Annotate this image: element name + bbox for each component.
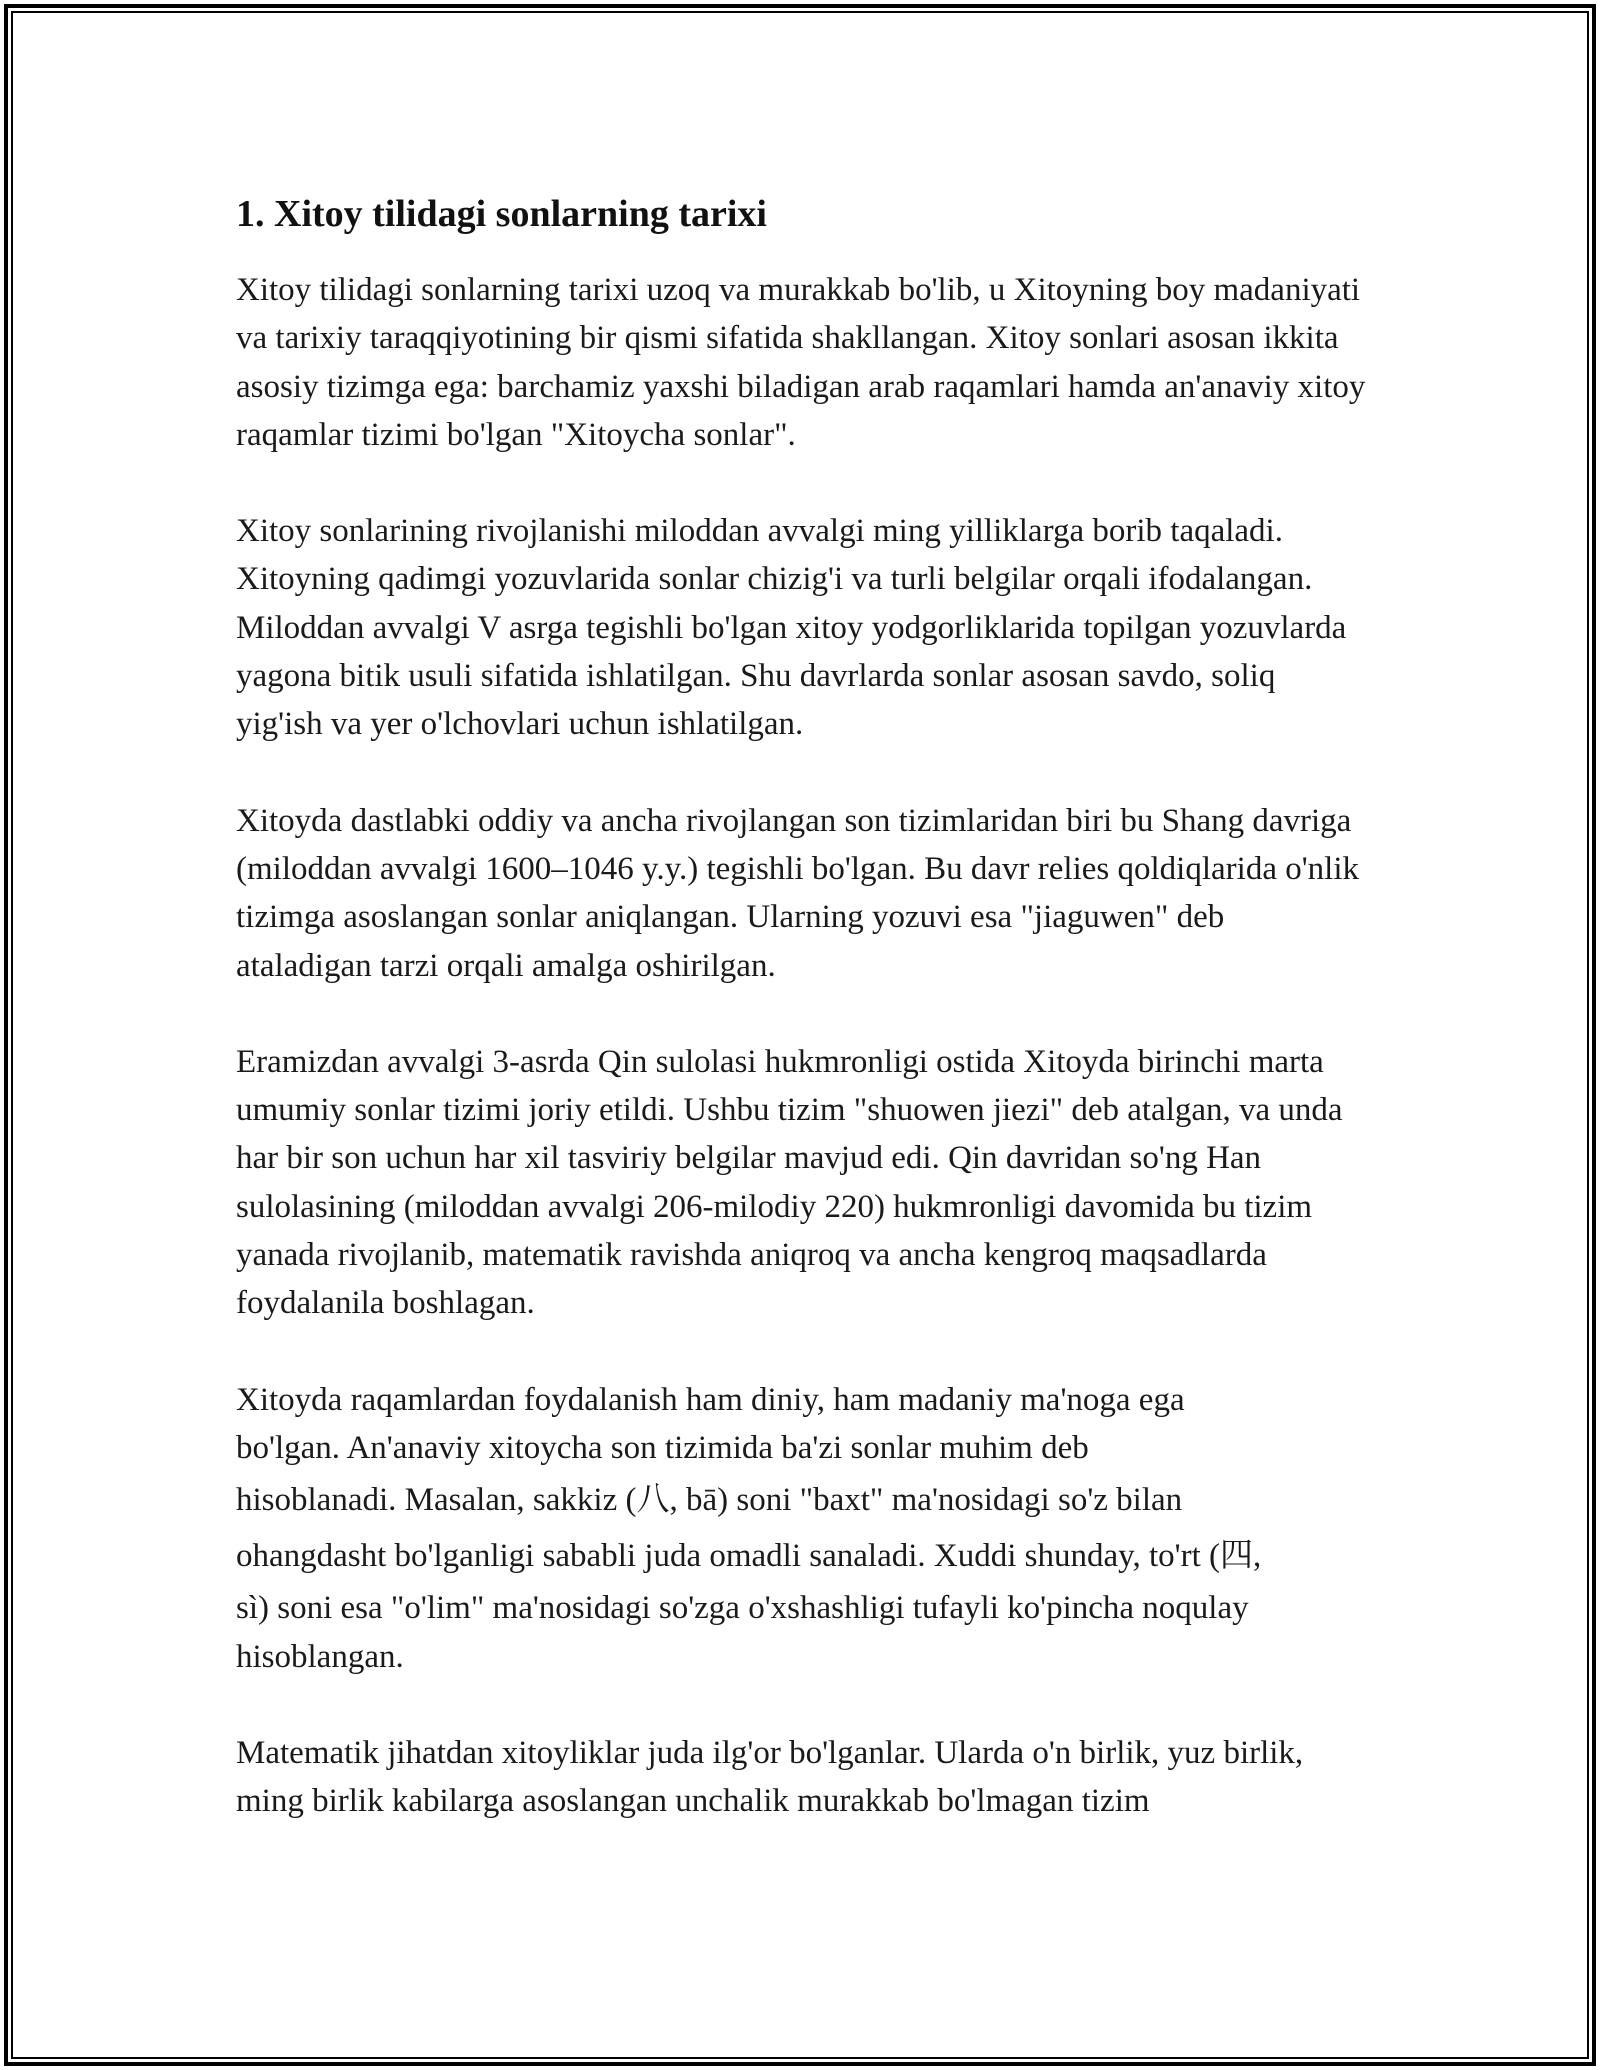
paragraph-3: Xitoyda dastlabki oddiy va ancha rivojlangan son tizimlaridan biri bu Shang davriga (miloddan avvalgi 1600–1046 y.y.) tegishli bo'lgan. Bu davr relies qoldiqlarida o'nlik tizimga asoslangan sonlar aniqlangan. Ularning yozuvi esa "jiaguwen" deb ataladigan tarzi orqali amalga oshirilgan. bbox=[236, 802, 1359, 984]
paragraph-4: Eramizdan avvalgi 3-asrda Qin sulolasi hukmronligi ostida Xitoyda birinchi marta umumiy sonlar tizimi joriy etildi. Ushbu tizim "shuowen jiezi" deb atalgan, va unda har bir son uchun har xil tasviriy belgilar mavjud edi. Qin davridan so'ng Han sulolasining (miloddan avvalgi 206-milodiy 220) hukmronligi davomida bu tizim yanada rivojlanib, matematik ravishda aniqroq va ancha kengroq maqsadlarda foydalanila boshlagan. bbox=[236, 1043, 1343, 1322]
document-body bbox=[236, 186, 1366, 1825]
paragraph-6: Matematik jihatdan xitoyliklar juda ilg'or bo'lganlar. Ularda o'n birlik, yuz birlik, ming birlik kabilarga asoslangan unchalik murakkab bo'lmagan tizim bbox=[236, 1734, 1304, 1820]
paragraph-5-line-4: ohangdasht bo'lganligi sababli juda omadli sanaladi. Xuddi shunday, to'rt (四, bbox=[236, 1538, 1262, 1575]
page-title: 1. Xitoy tilidagi sonlarning tarixi bbox=[236, 193, 767, 235]
paragraph-5-line-2: bo'lgan. An'anaviy xitoycha son tizimida ba'zi sonlar muhim deb bbox=[236, 1429, 1089, 1466]
paragraph-5-line-5: sì) soni esa "o'lim" ma'nosidagi so'zga o'xshashligi tufayli ko'pincha noqulay bbox=[236, 1590, 1249, 1627]
paragraph-5-line-3: hisoblanadi. Masalan, sakkiz (八, bā) soni "baxt" ma'nosidagi so'z bilan bbox=[236, 1482, 1183, 1519]
paragraph-5-line-6: hisoblangan. bbox=[236, 1638, 404, 1675]
paragraph-2: Xitoy sonlarining rivojlanishi miloddan avvalgi ming yilliklarga borib taqaladi. Xitoyning qadimgi yozuvlarida sonlar chizig'i va turli belgilar orqali ifodalangan. Miloddan avvalgi V asrga tegishli bo'lgan xitoy yodgorliklarida topilgan yozuvlarda yagona bitik usuli sifatida ishlatilgan. Shu davrlarda sonlar asosan savdo, soliq yig'ish va yer o'lchovlari uchun ishlatilgan. bbox=[236, 513, 1347, 743]
paragraph-5 bbox=[236, 1376, 1366, 1681]
paragraph-5-line-1: Xitoyda raqamlardan foydalanish ham diniy, ham madaniy ma'noga ega bbox=[236, 1381, 1185, 1418]
paragraph-1: Xitoy tilidagi sonlarning tarixi uzoq va murakkab bo'lib, u Xitoyning boy madaniyati va tarixiy taraqqiyotining bir qismi sifatida shakllangan. Xitoy sonlari asosan ikkita asosiy tizimga ega: barchamiz yaxshi biladigan arab raqamlari hamda an'anaviy xitoy raqamlar tizimi bo'lgan "Xitoycha sonlar". bbox=[236, 272, 1366, 453]
